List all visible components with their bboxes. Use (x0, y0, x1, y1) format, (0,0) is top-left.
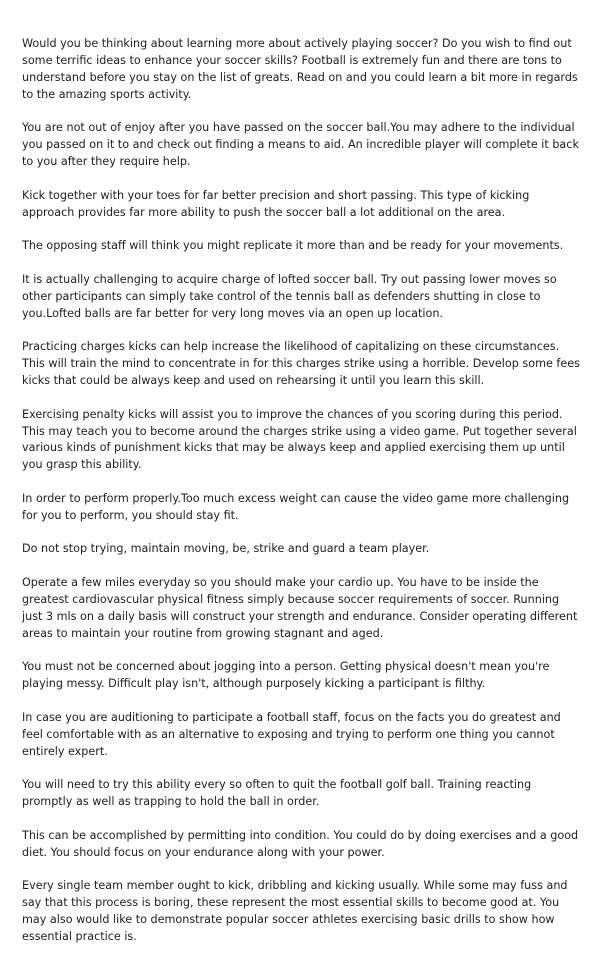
paragraph-kick-toes: Kick together with your toes for far better precision and short passing. This type of kicking approach provides far more ability to push the soccer ball a lot additional on the area. (22, 188, 530, 219)
paragraph-trapping: You will need to try this ability every so often to quit the football golf ball. Training reacting promptly as well as trapping to hold the ball in order. (22, 778, 532, 809)
paragraph-physical-play: You must not be concerned about jogging into a person. Getting physical doesn't mean you're playing messy. Difficult play isn't, although purposely kicking a participant is filthy. (22, 660, 550, 691)
paragraph-team-player: Do not stop trying, maintain moving, be, strike and guard a team player. (22, 542, 430, 556)
paragraph-passing: You are not out of enjoy after you have passed on the soccer ball.You may adhere to the individual you passed on it to and check out finding a means to aid. An incredible player will complete it back to you after they require help. (22, 121, 579, 169)
paragraph-auditioning: In case you are auditioning to participate a football staff, focus on the facts you do greatest and feel comfortable with as an alternative to exposing and trying to perform one thing you cannot entirely expert. (22, 710, 561, 758)
paragraph-charges-kicks: Practicing charges kicks can help increase the likelihood of capitalizing on these circumstances. This will train the mind to concentrate in for this charges strike using a horrible. Develop some fees kicks that could be always keep and used on rehearsing it until you learn this skill. (22, 340, 580, 388)
paragraph-penalty-kicks: Exercising penalty kicks will assist you to improve the chances of you scoring during this period. This may teach you to become around the charges strike using a video game. Put together several various kinds of punishment kicks that may be always keep and applied exercising them up until you grasp this ability. (22, 407, 577, 472)
paragraph-lofted-ball: It is actually challenging to acquire charge of lofted soccer ball. Try out passing lower moves so other participants can simply take control of the tennis ball as defenders shutting in close to you.Lofted balls are far better for very long moves via an open up location. (22, 272, 557, 320)
paragraph-cardio: Operate a few miles everyday so you should make your cardio up. You have to be inside the greatest cardiovascular physical fitness simply because soccer requirements of soccer. Running just 3 mls on a daily basis will construct your strength and endurance. Consider operating different areas to maintain your routine from growing stagnant and aged. (22, 576, 578, 640)
paragraph-condition: This can be accomplished by permitting into condition. You could do by doing exercises and a good diet. You should focus on your endurance along with your power. (22, 828, 579, 859)
article-body (22, 36, 580, 963)
paragraph-stay-fit: In order to perform properly.Too much excess weight can cause the video game more challenging for you to perform, you should stay fit. (22, 491, 570, 522)
paragraph-opposing-staff: The opposing staff will think you might replicate it more than and be ready for your movements. (22, 239, 564, 253)
paragraph-practice-drills: Every single team member ought to kick, dribbling and kicking usually. While some may fuss and say that this process is boring, these represent the most essential skills to become good at. You may also would like to demonstrate popular soccer athletes exercising basic drills to show how essential practice is. (22, 879, 568, 943)
paragraph-intro: Would you be thinking about learning more about actively playing soccer? Do you wish to find out some terrific ideas to enhance your soccer skills? Football is extremely fun and there are tons to understand before you stay on the list of greats. Read on and you could learn a bit more in regards to the amazing sports activity. (22, 37, 578, 101)
